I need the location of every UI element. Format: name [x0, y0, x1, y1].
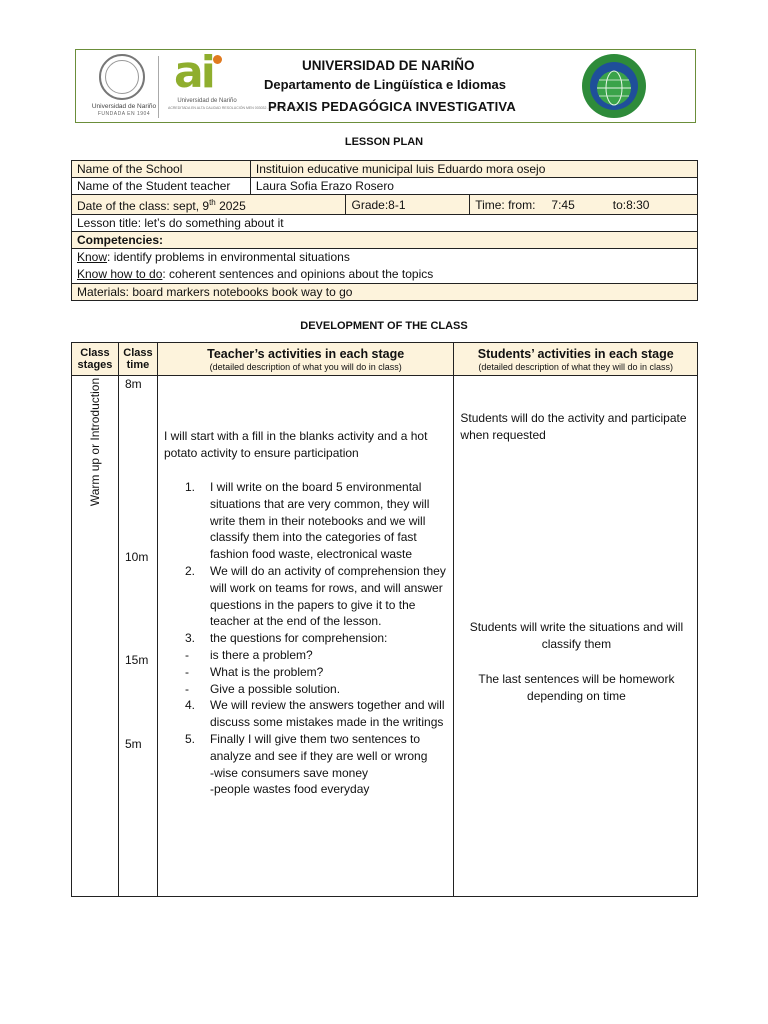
linguistics-globe-logo	[581, 53, 647, 119]
list-item: 2. We will do an activity of comprehension they will work on teams for rows, and will answer questions in the papers to give it to the teacher at the end of the lesson.	[184, 563, 446, 629]
table-row	[72, 178, 698, 195]
time-cell	[470, 195, 698, 215]
ai-accreditation-text: ACREDITADA EN ALTA CALIDAD RESOLUCIÓN MEN 003032 - ENERO 11 DE 2023	[168, 106, 302, 110]
competencies-label: Competencies:	[72, 232, 698, 249]
materials: Materials: board markers notebooks book way to go	[72, 284, 698, 301]
table-row	[72, 161, 698, 178]
table-row	[72, 195, 698, 215]
teacher-intro: I will start with a fill in the blanks activity and a hot potato activity to ensure participation	[163, 429, 428, 460]
university-seal-logo	[90, 54, 158, 120]
teacher-activities	[157, 376, 453, 897]
students-activity-2: Students will write the situations and will classify them	[469, 620, 684, 651]
students-activity-1: Students will do the activity and participate when requested	[460, 411, 687, 442]
lesson-plan-title: LESSON PLAN	[344, 136, 424, 148]
seal-foundation-text: FUNDADA EN 1904	[97, 111, 151, 117]
list-item: 3. the questions for comprehension:	[184, 631, 388, 646]
list-item: 4. We will review the answers together and will discuss some mistakes made in the writings	[184, 698, 445, 730]
date-suffix: th	[209, 198, 216, 207]
list-item: - Give a possible solution.	[184, 681, 341, 696]
student-teacher-label: Name of the Student teacher	[72, 178, 251, 195]
document-header	[75, 49, 696, 123]
know-how-value: : coherent sentences and opinions about the topics	[162, 267, 434, 281]
competencies-cell	[72, 249, 698, 284]
development-table	[71, 342, 698, 897]
stage-cell	[72, 376, 119, 897]
university-name: UNIVERSIDAD DE NARIÑO	[302, 58, 475, 73]
know-label: Know	[77, 250, 108, 264]
table-row	[72, 376, 698, 897]
lesson-info-table	[71, 160, 698, 301]
time-column	[118, 376, 157, 897]
list-item: - is there a problem?	[184, 647, 313, 662]
students-activity-3: The last sentences will be homework depending on time	[478, 672, 675, 703]
time-to: to:8:30	[612, 197, 650, 212]
table-row	[72, 215, 698, 232]
list-item: 1. I will write on the board 5 environmental situations that are very common, they will write them in their notebooks and we will classify them into the categories of fast fashion food waste, electronical waste	[184, 480, 430, 562]
students-activities	[454, 376, 698, 897]
department-name: Departamento de Lingüística e Idiomas	[264, 77, 506, 92]
example-sentence-2: -people wastes food everyday	[209, 782, 370, 797]
time-2: 10m	[124, 550, 149, 564]
col-students-activities: Students’ activities in each stage (detailed description of what they will do in class)	[454, 343, 698, 376]
ai-accreditation-logo: ai Universidad de Nariño ACREDITADA EN ALTA CALIDAD RESOLUCIÓN MEN 003032 - ENERO 11 DE 2023	[168, 47, 302, 110]
date-label: Date of the class: sept, 9	[77, 199, 210, 213]
date-year: 2025	[215, 199, 246, 213]
school-value: Instituion educative municipal luis Eduardo mora osejo	[250, 161, 697, 178]
teacher-activity-list	[164, 479, 449, 798]
time-3: 15m	[124, 653, 149, 667]
stage-label: Warm up or Introduction	[87, 377, 102, 507]
example-sentence-1: -wise consumers save money	[209, 765, 369, 780]
time-label: Time: from:	[475, 197, 536, 212]
know-how-label: Know how to do	[77, 267, 163, 281]
table-row	[72, 232, 698, 249]
time-4: 5m	[124, 737, 142, 751]
list-item: - What is the problem?	[184, 664, 324, 679]
seal-university-name: Universidad de Nariño	[91, 103, 157, 110]
col-class-stages: Class stages	[72, 343, 119, 376]
know-value: : identify problems in environmental situations	[107, 250, 350, 264]
time-from: 7:45	[551, 197, 575, 212]
development-title: DEVELOPMENT OF THE CLASS	[300, 320, 468, 332]
list-item: 5. Finally I will give them two sentences to analyze and see if they are well or wrong	[184, 731, 428, 763]
col-class-time: Class time	[118, 343, 157, 376]
ai-university-name: Universidad de Nariño	[177, 98, 237, 104]
table-header-row	[72, 343, 698, 376]
time-1: 8m	[124, 377, 142, 391]
logo-divider	[158, 56, 159, 118]
lesson-title: Lesson title: let’s do something about it	[72, 215, 698, 232]
col-teacher-activities: Teacher’s activities in each stage (detailed description of what you will do in class)	[157, 343, 453, 376]
program-name: PRAXIS PEDAGÓGICA INVESTIGATIVA	[268, 99, 516, 114]
table-row	[72, 249, 698, 284]
date-cell	[72, 195, 346, 215]
grade-cell: Grade:8-1	[346, 195, 470, 215]
student-teacher-value: Laura Sofia Erazo Rosero	[250, 178, 697, 195]
table-row	[72, 284, 698, 301]
school-label: Name of the School	[72, 161, 251, 178]
